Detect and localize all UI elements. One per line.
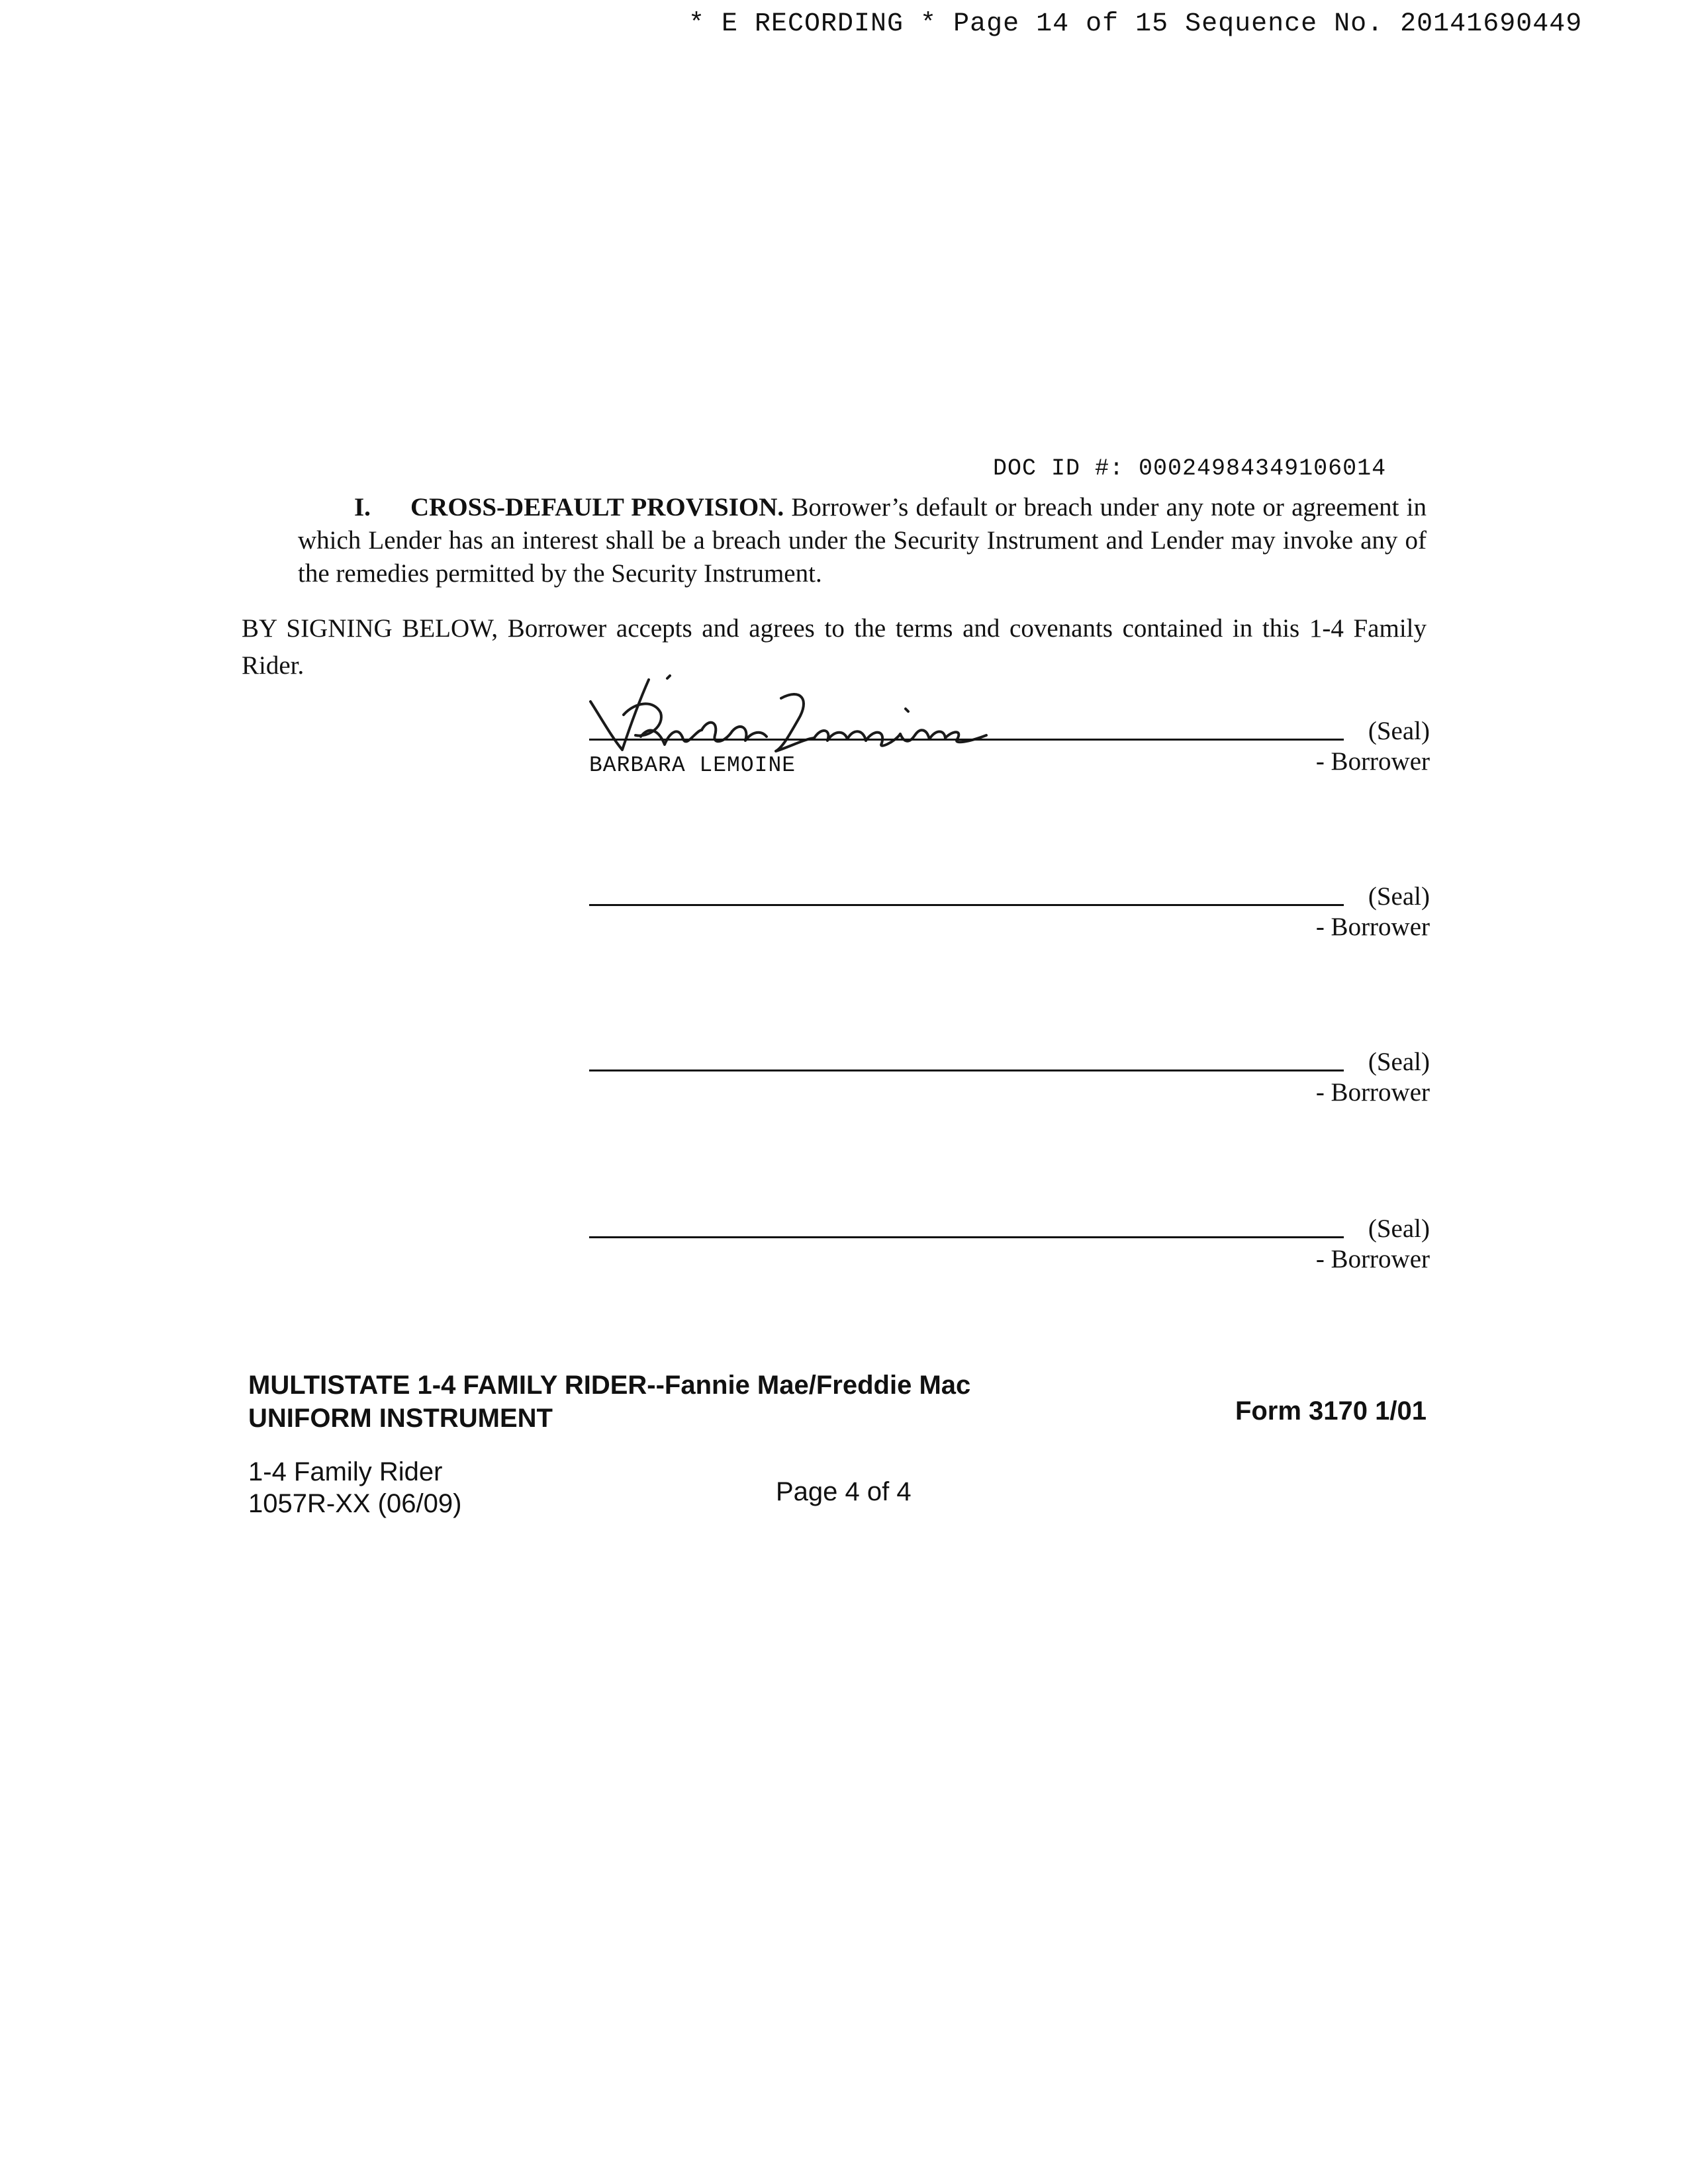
rider-name: 1-4 Family Rider [248,1457,443,1486]
form-rider-info [248,1456,461,1520]
signature-block-4 [589,1214,1430,1309]
page-number: Page 4 of 4 [776,1477,912,1506]
section-heading: CROSS-DEFAULT PROVISION. [410,493,784,522]
signature-line [589,739,1344,741]
signature-block-3 [589,1048,1430,1142]
signature-block-2 [589,882,1430,977]
section-number: I. [354,493,371,522]
borrower-label: - Borrower [1315,1245,1430,1273]
signature-block-1 [589,717,1430,811]
seal-label: (Seal) [1368,882,1430,911]
signer-printed-name: BARBARA LEMOINE [589,753,796,778]
borrower-label: - Borrower [1315,747,1430,776]
seal-label: (Seal) [1368,717,1430,745]
borrower-label: - Borrower [1315,913,1430,941]
borrower-label: - Borrower [1315,1078,1430,1107]
recording-header: * E RECORDING * Page 14 of 15 Sequence No. 20141690449 [688,9,1583,39]
section-text: Borrower’s default or breach under any note or agreement in which Lender has an interest shall be a breach under the Security Instrument and Lender may invoke any of the remedies permitted by the Security Instrument. [298,493,1427,588]
cross-default-provision [298,491,1427,590]
form-number: Form 3170 1/01 [1235,1396,1427,1426]
doc-id: DOC ID #: 00024984349106014 [993,455,1387,482]
seal-label: (Seal) [1368,1048,1430,1076]
form-title-line-1: MULTISTATE 1-4 FAMILY RIDER--Fannie Mae/Freddie Mac [248,1371,971,1400]
form-title [248,1369,970,1435]
signature-line [589,904,1344,906]
form-title-line-2: UNIFORM INSTRUMENT [248,1404,553,1433]
seal-label: (Seal) [1368,1214,1430,1243]
signing-statement: BY SIGNING BELOW, Borrower accepts and agrees to the terms and covenants contained in this 1-4 Family Rider. [242,614,1427,680]
rider-code: 1057R-XX (06/09) [248,1489,462,1518]
signature-line [589,1236,1344,1238]
signature-line [589,1069,1344,1071]
